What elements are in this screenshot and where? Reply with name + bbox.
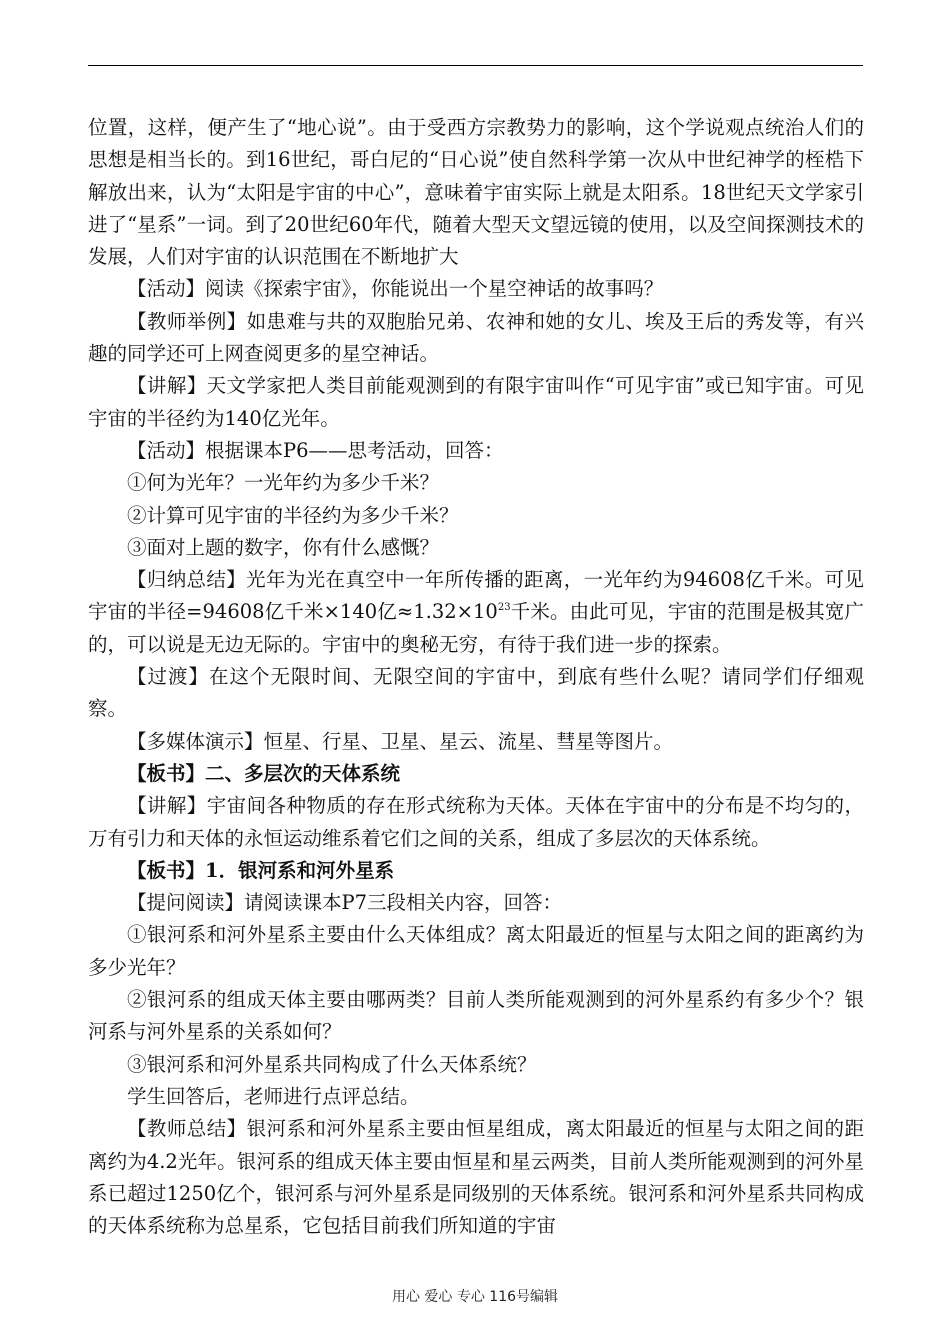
paragraph-teacher-summary: 【教师总结】银河系和河外星系主要由恒星组成，离太阳最近的恒星与太阳之间的距离约为4.2光年。银河系的组成天体主要由恒星和星云两类，目前人类所能观测到的河外星系已超过1250亿个，银河系与河外星系是同级别的天体系统。银河系和河外星系共同构成的天体系统称为总星系，它包括目前我们所知道的宇宙 [88,1117,864,1238]
paragraph-explanation: 【讲解】天文学家把人类目前能观测到的有限宇宙叫作“可见宇宙”或已知宇宙。可见宇宙的半径约为140亿光年。 [88,374,864,430]
paragraph-summary [88,564,864,661]
paragraph-activity: 【活动】根据课本P6——思考活动，回答： [127,438,504,462]
question-item: ③银河系和河外星系共同构成了什么天体系统？ [127,1052,537,1076]
question-item: ③面对上题的数字，你有什么感慨？ [127,535,440,559]
paragraph-reading-prompt: 【提问阅读】请阅读课本P7三段相关内容，回答： [127,891,563,915]
paragraph-teacher-example: 【教师举例】如患难与共的双胞胎兄弟、农神和她的女儿、埃及王后的秀发等，有兴趣的同学还可上网查阅更多的星空神话。 [88,309,864,366]
paragraph-multimedia: 【多媒体演示】恒星、行星、卫星、星云、流星、彗星等图片。 [127,729,674,753]
paragraph-transition: 【过渡】在这个无限时间、无限空间的宇宙中，到底有些什么呢？请同学们仔细观察。 [88,665,864,721]
exponent: 23 [497,602,511,614]
paragraph-activity: 【活动】阅读《探索宇宙》，你能说出一个星空神话的故事吗？ [127,277,664,301]
question-item: ①银河系和河外星系主要由什么天体组成？离太阳最近的恒星与太阳之间的距离约为多少光年？ [88,923,864,979]
board-heading: 【板书】二、多层次的天体系统 [127,761,401,785]
page-footer: 用心 爱心 专心 116号编辑 [391,1289,559,1305]
question-item: ②计算可见宇宙的半径约为多少千米？ [127,503,459,527]
question-item: ①何为光年？一光年约为多少千米？ [127,471,440,495]
paragraph: 学生回答后，老师进行点评总结。 [127,1084,420,1108]
board-heading: 【板书】1．银河系和河外星系 [127,858,395,882]
summary-text: 【归纳总结】光年为光在真空中一年所传播的距离，一光年约为94608亿千米。可见宇宙的半径=94608亿千米×140亿≈1.32×10 [88,568,864,624]
paragraph: 位置，这样，便产生了“地心说”。由于受西方宗教势力的影响，这个学说观点统治人们的思想是相当长的。到16世纪，哥白尼的“日心说”使自然科学第一次从中世纪神学的桎梏下解放出来，认为“太阳是宇宙的中心”，意味着宇宙实际上就是太阳系。18世纪天文学家引进了“星系”一词。到了20世纪60年代，随着大型天文望远镜的使用，以及空间探测技术的发展，人们对宇宙的认识范围在不断地扩大 [88,116,864,269]
paragraph-explanation: 【讲解】宇宙间各种物质的存在形式统称为天体。天体在宇宙中的分布是不均匀的，万有引力和天体的永恒运动维系着它们之间的关系，组成了多层次的天体系统。 [88,794,864,850]
question-item: ②银河系的组成天体主要由哪两类？目前人类所能观测到的河外星系约有多少个？银河系与河外星系的关系如何？ [88,988,864,1044]
header-rule [88,65,863,66]
document-body [88,112,864,1242]
summary-text-tail: 千米。由此可见，宇宙的范围是极其宽广的，可以说是无边无际的。宇宙中的奥秘无穷，有待于我们进一步的探索。 [88,600,864,656]
